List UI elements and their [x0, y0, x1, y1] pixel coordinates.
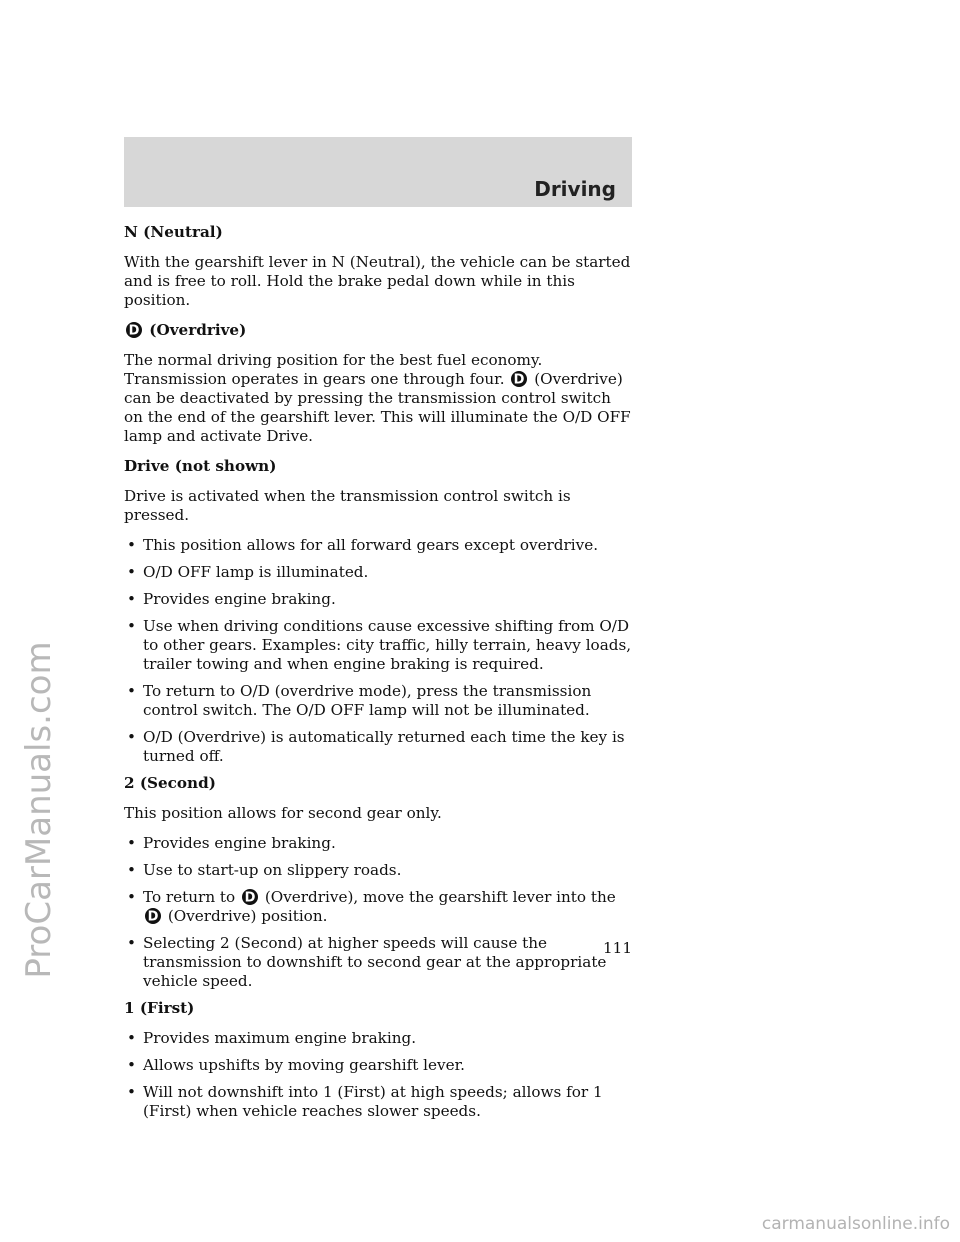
bullet-glyph: •	[127, 934, 136, 952]
list-item-text-part-2: (Overdrive), move the gearshift lever into the	[264, 888, 616, 906]
bullet-glyph: •	[127, 563, 136, 581]
second-intro: This position allows for second gear only.	[124, 804, 442, 822]
list-item	[124, 1056, 632, 1075]
bullet-glyph: •	[127, 888, 136, 906]
bullet-glyph: •	[127, 617, 136, 635]
svg-text:D: D	[244, 890, 256, 906]
list-item-text: Use when driving conditions cause excessive shifting from O/D to other gears. Examples: city traffic, hilly terrain, heavy loads, trailer towing and when engine braking is required.	[143, 617, 632, 673]
side-watermark-text: ProCarManuals.com	[19, 641, 59, 979]
drive-heading: Drive (not shown)	[124, 457, 277, 475]
list-item	[124, 934, 632, 991]
page-number: 111	[603, 939, 632, 957]
overdrive-text-before-icon: The normal driving position for the best fuel economy. Transmission operates in gears one through four.	[124, 351, 543, 388]
svg-text:D: D	[128, 323, 140, 339]
overdrive-paragraph	[124, 351, 632, 446]
second-heading: 2 (Second)	[124, 774, 216, 792]
overdrive-icon	[144, 907, 162, 925]
list-item-text-part-3: (Overdrive) position.	[167, 907, 328, 925]
bottom-watermark: carmanualsonline.info	[761, 1214, 950, 1234]
list-item-text: Will not downshift into 1 (First) at high speeds; allows for 1 (First) when vehicle reaches slower speeds.	[143, 1083, 603, 1120]
section-title: Driving	[534, 177, 616, 201]
side-watermark	[4, 500, 74, 1120]
bullet-glyph: •	[127, 590, 136, 608]
first-heading: 1 (First)	[124, 999, 195, 1017]
page-content	[124, 223, 632, 1129]
list-item-text: Provides maximum engine braking.	[143, 1029, 417, 1047]
bullet-glyph: •	[127, 1056, 136, 1074]
list-item-text: O/D (Overdrive) is automatically returned each time the key is turned off.	[143, 728, 625, 765]
list-item-text: O/D OFF lamp is illuminated.	[143, 563, 369, 581]
bullet-glyph: •	[127, 728, 136, 746]
bullet-glyph: •	[127, 834, 136, 852]
bullet-glyph: •	[127, 1029, 136, 1047]
overdrive-icon	[125, 321, 143, 339]
list-item-text: Allows upshifts by moving gearshift lever.	[143, 1056, 466, 1074]
list-item	[124, 563, 632, 582]
section-header-bar	[124, 137, 632, 207]
bullet-glyph: •	[127, 1083, 136, 1101]
list-item	[124, 536, 632, 555]
overdrive-icon	[510, 370, 528, 388]
overdrive-icon	[241, 888, 259, 906]
overdrive-text-after-icon: (Overdrive) can be deactivated by pressing the transmission control switch on the end of the gearshift lever. This will illuminate the O/D OFF lamp and activate Drive.	[124, 370, 631, 445]
list-item	[124, 834, 632, 853]
svg-text:D: D	[514, 372, 525, 388]
list-item-text: Provides engine braking.	[143, 834, 336, 852]
neutral-paragraph: With the gearshift lever in N (Neutral), the vehicle can be started and is free to roll. Hold the brake pedal down while in this position.	[124, 253, 631, 309]
list-item	[124, 617, 632, 674]
list-item	[124, 888, 632, 926]
list-item-text: To return to O/D (overdrive mode), press the transmission control switch. The O/D OFF lamp will not be illuminated.	[143, 682, 592, 719]
list-item	[124, 861, 632, 880]
svg-text:D: D	[147, 909, 159, 925]
bullet-glyph: •	[127, 682, 136, 700]
bullet-glyph: •	[127, 861, 136, 879]
list-item-text-part-1: To return to	[143, 888, 236, 906]
bullet-glyph: •	[127, 536, 136, 554]
overdrive-heading: (Overdrive)	[149, 321, 247, 339]
list-item	[124, 590, 632, 609]
list-item-text: Use to start-up on slippery roads.	[143, 861, 402, 879]
list-item	[124, 1083, 632, 1121]
list-item	[124, 682, 632, 720]
neutral-heading: N (Neutral)	[124, 223, 223, 241]
drive-intro: Drive is activated when the transmission control switch is pressed.	[124, 487, 571, 524]
list-item-text: This position allows for all forward gears except overdrive.	[143, 536, 599, 554]
list-item	[124, 728, 632, 766]
list-item-text: Provides engine braking.	[143, 590, 336, 608]
list-item-text: Selecting 2 (Second) at higher speeds will cause the transmission to downshift to second gear at the appropriate vehicle speed.	[143, 934, 607, 990]
list-item	[124, 1029, 632, 1048]
overdrive-heading-row	[124, 321, 632, 340]
